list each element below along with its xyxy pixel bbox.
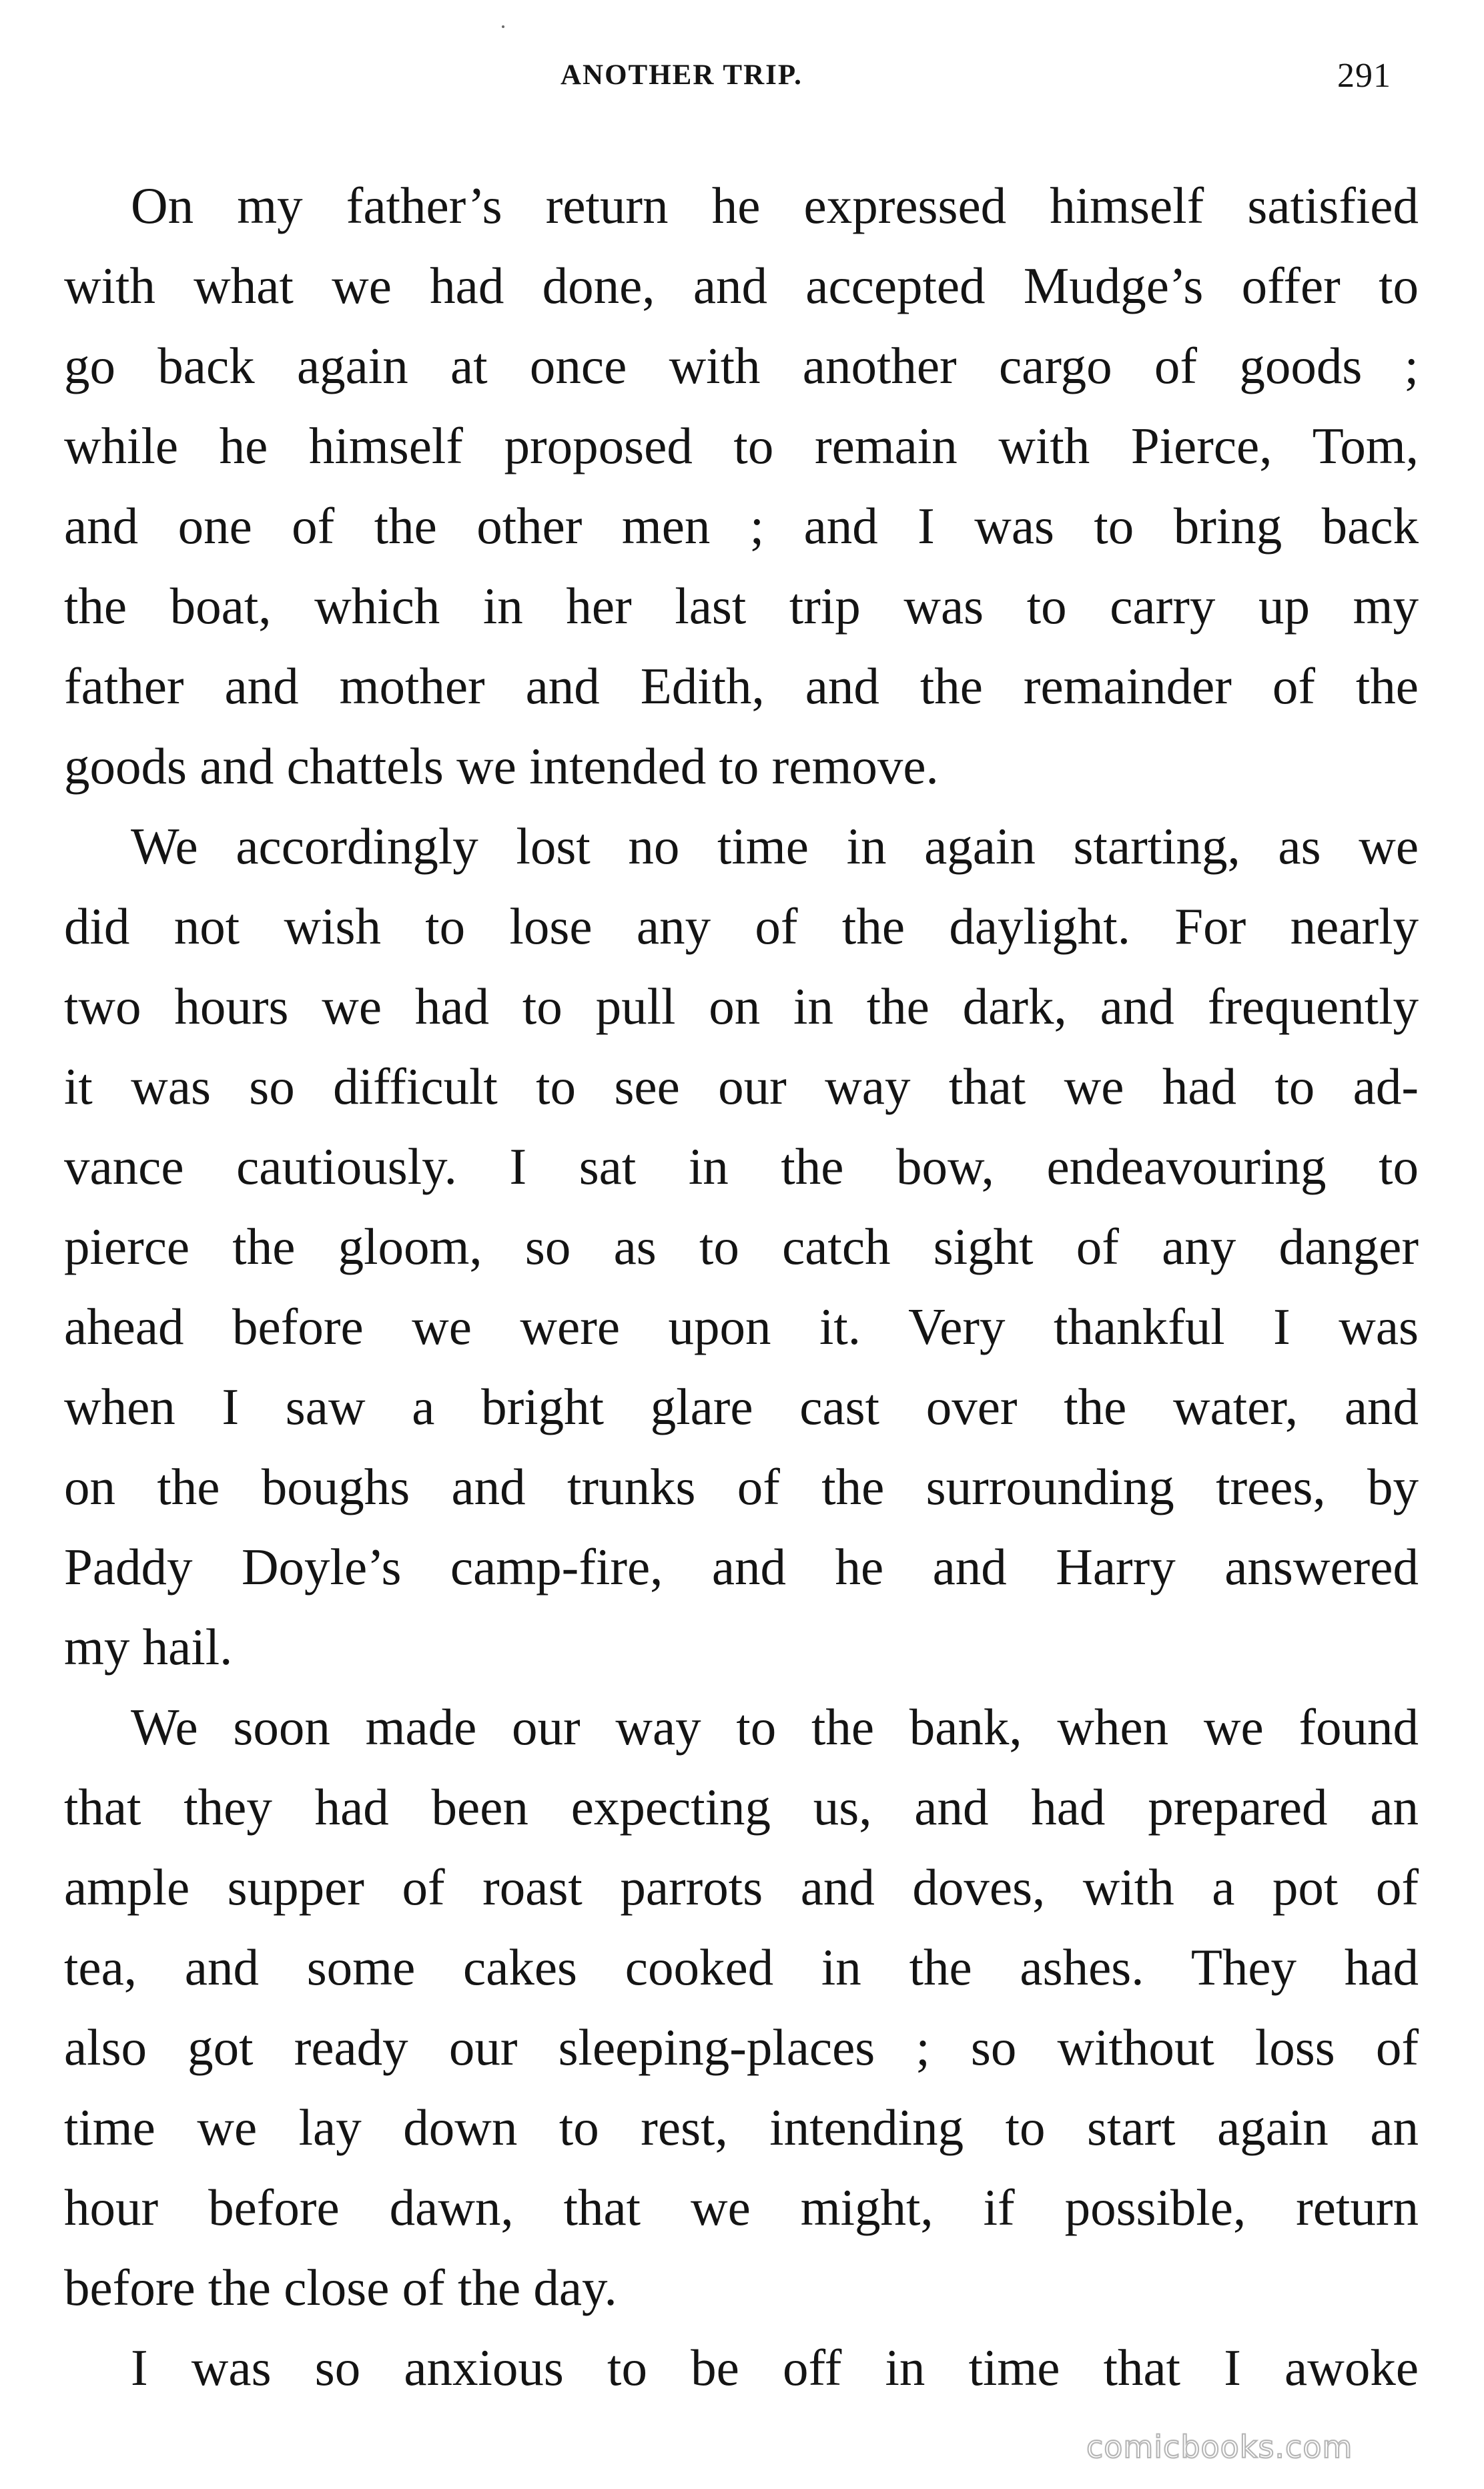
text-line: with what we had done, and accepted Mudge’s offer to <box>64 257 1419 314</box>
text-line: goods and chattels we intended to remove. <box>64 737 939 795</box>
text-line: go back again at once with another cargo of goods ; <box>64 337 1419 394</box>
text-line: two hours we had to pull on in the dark, and frequently <box>64 978 1419 1035</box>
ink-speck <box>502 25 504 28</box>
text-line: did not wish to lose any of the daylight. For nearly <box>64 898 1419 955</box>
text-line: while he himself proposed to remain with Pierce, Tom, <box>64 417 1419 474</box>
text-line: before the close of the day. <box>64 2259 617 2316</box>
text-line: Paddy Doyle’s camp-fire, and he and Harry answered <box>64 1538 1419 1595</box>
text-line: We accordingly lost no time in again starting, as we <box>131 817 1419 875</box>
running-header <box>0 59 1484 105</box>
text-line: it was so difficult to see our way that we had to ad- <box>64 1058 1419 1115</box>
text-line: tea, and some cakes cooked in the ashes. They had <box>64 1938 1419 1996</box>
text-line: also got ready our sleeping-places ; so without loss of <box>64 2019 1419 2076</box>
text-line: On my father’s return he expressed himself satisfied <box>131 177 1419 234</box>
text-line: that they had been expecting us, and had prepared an <box>64 1778 1419 1836</box>
body-text <box>64 165 1419 2408</box>
text-line: ahead before we were upon it. Very thankful I was <box>64 1298 1419 1355</box>
running-title: ANOTHER TRIP. <box>561 59 803 91</box>
text-line: vance cautiously. I sat in the bow, endeavouring to <box>64 1138 1419 1195</box>
text-line: my hail. <box>64 1618 233 1676</box>
text-line: ample supper of roast parrots and doves, with a pot of <box>64 1858 1419 1916</box>
text-line: and one of the other men ; and I was to bring back <box>64 497 1419 555</box>
text-line: when I saw a bright glare cast over the water, and <box>64 1378 1419 1435</box>
text-line: I was so anxious to be off in time that I awoke <box>131 2339 1419 2396</box>
text-line: hour before dawn, that we might, if possible, return <box>64 2179 1419 2236</box>
watermark: comicbooks.com <box>1086 2429 1353 2465</box>
text-line: time we lay down to rest, intending to start again an <box>64 2099 1419 2156</box>
text-line: pierce the gloom, so as to catch sight of any danger <box>64 1218 1419 1275</box>
page-number: 291 <box>1337 57 1391 95</box>
text-line: the boat, which in her last trip was to carry up my <box>64 577 1419 635</box>
text-line: on the boughs and trunks of the surrounding trees, by <box>64 1458 1419 1515</box>
text-line: We soon made our way to the bank, when we found <box>131 1698 1419 1756</box>
text-line: father and mother and Edith, and the remainder of the <box>64 657 1419 715</box>
